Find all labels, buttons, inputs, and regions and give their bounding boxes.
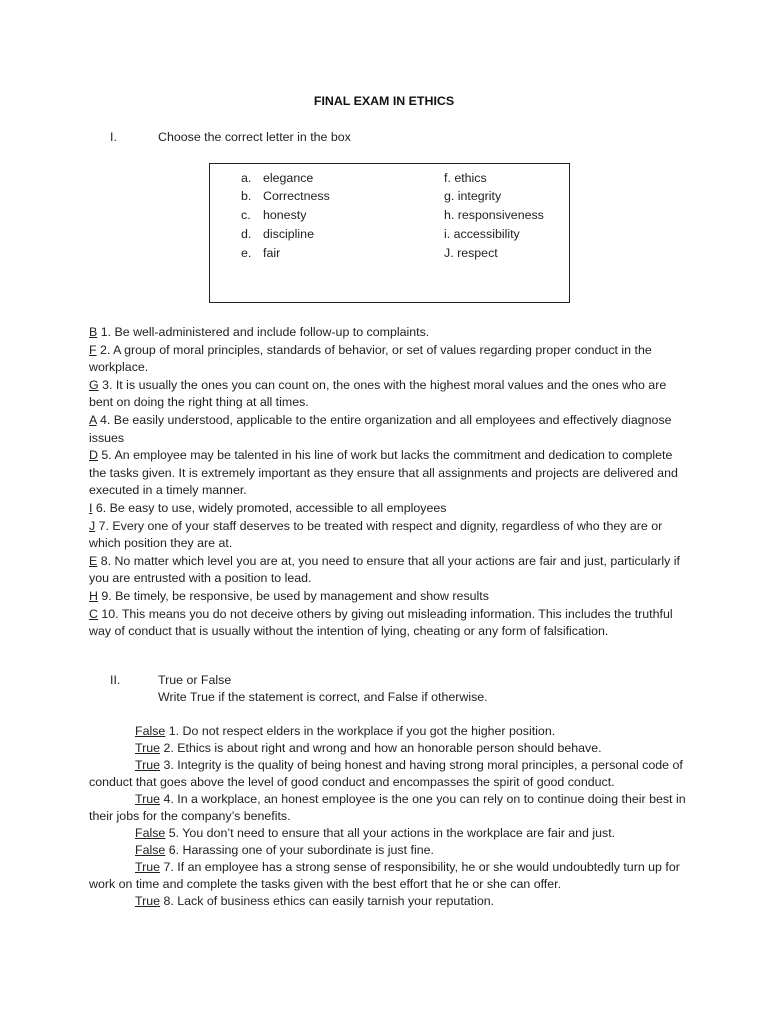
question-item: False 6. Harassing one of your subordinate is just fine. — [135, 843, 434, 857]
section-1-number: I. — [110, 130, 117, 144]
answer: H — [89, 588, 98, 603]
section-2-number: II. — [110, 673, 121, 687]
answer: E — [89, 553, 98, 568]
answer: G — [89, 377, 99, 392]
choice-j: J. respect — [444, 246, 498, 260]
answer: J — [89, 518, 96, 533]
answer: I — [89, 500, 93, 515]
choice-c: c. honesty — [241, 208, 307, 222]
question-item: True 7. If an employee has a strong sense of responsibility, he or she would undoubtedly turn up for work on time and complete the tasks given with the best effort that he or she can offer. — [89, 860, 680, 891]
exam-title: FINAL EXAM IN ETHICS — [313, 94, 455, 108]
choice-g: g. integrity — [444, 189, 502, 203]
answer: A — [89, 412, 97, 427]
question-item: A 4. Be easily understood, applicable to the entire organization and all employees and effectively diagnose issues — [89, 412, 672, 445]
choice-d: d. discipline — [241, 227, 314, 241]
question-item: True 3. Integrity is the quality of being honest and having strong moral principles, a personal code of conduct that goes above the level of good conduct and encompasses the spirit of good conduct. — [89, 758, 683, 789]
answer: False — [135, 826, 166, 840]
answer: False — [135, 724, 166, 738]
question-item: False 1. Do not respect elders in the workplace if you got the higher position. — [135, 724, 556, 738]
question-item: D 5. An employee may be talented in his line of work but lacks the commitment and dedication to complete the tasks given. It is extremely important as they ensure that all assignments and projects are delivered and executed in a timely manner. — [89, 448, 678, 498]
choice-h: h. responsiveness — [444, 208, 544, 222]
question-item: True 8. Lack of business ethics can easily tarnish your reputation. — [135, 894, 495, 908]
question-item: E 8. No matter which level you are at, you need to ensure that all your actions are fair and just, particularly if you are entrusted with a position to lead. — [89, 553, 680, 586]
answer: True — [135, 792, 161, 806]
question-item: I 6. Be easy to use, widely promoted, accessible to all employees — [89, 500, 447, 515]
choice-b: b. Correctness — [241, 189, 330, 203]
choice-f: f. ethics — [444, 171, 487, 185]
answer: True — [135, 894, 161, 908]
question-item: H 9. Be timely, be responsive, be used by management and show results — [89, 588, 489, 603]
question-item: C 10. This means you do not deceive others by giving out misleading information. This includes the truthful way of conduct that is usually without the intention of lying, cheating or any form of falsification. — [89, 606, 673, 639]
section-2-heading: True or False — [158, 673, 232, 687]
answer: True — [135, 758, 161, 772]
section-1-instruction: Choose the correct letter in the box — [158, 130, 351, 144]
question-item: J 7. Every one of your staff deserves to be treated with respect and dignity, regardless of who they are or which position they are at. — [89, 518, 663, 551]
section-1-questions — [89, 324, 689, 641]
choice-i: i. accessibility — [444, 227, 520, 241]
question-item: B 1. Be well-administered and include follow-up to complaints. — [89, 325, 430, 339]
answer: True — [135, 860, 161, 874]
question-item: True 4. In a workplace, an honest employee is the one you can rely on to continue doing their best in their jobs for the company’s benefits. — [89, 792, 686, 823]
question-item: False 5. You don’t need to ensure that all your actions in the workplace are fair and just. — [135, 826, 616, 840]
answer: False — [135, 843, 166, 857]
answer: C — [89, 606, 98, 621]
section-2-instruction: Write True if the statement is correct, and False if otherwise. — [158, 690, 488, 704]
answer: B — [89, 325, 98, 339]
question-item: G 3. It is usually the ones you can count on, the ones with the highest moral values and the ones who are bent on doing the right thing at all times. — [89, 377, 667, 410]
choice-e: e. fair — [241, 246, 281, 260]
answer: D — [89, 448, 98, 463]
section-2-questions — [89, 723, 689, 910]
choice-a: a. elegance — [241, 171, 314, 185]
question-item: F 2. A group of moral principles, standards of behavior, or set of values regarding proper conduct in the workplace. — [89, 342, 652, 375]
answer: F — [89, 342, 97, 357]
answer: True — [135, 741, 161, 755]
question-item: True 2. Ethics is about right and wrong and how an honorable person should behave. — [135, 741, 602, 755]
